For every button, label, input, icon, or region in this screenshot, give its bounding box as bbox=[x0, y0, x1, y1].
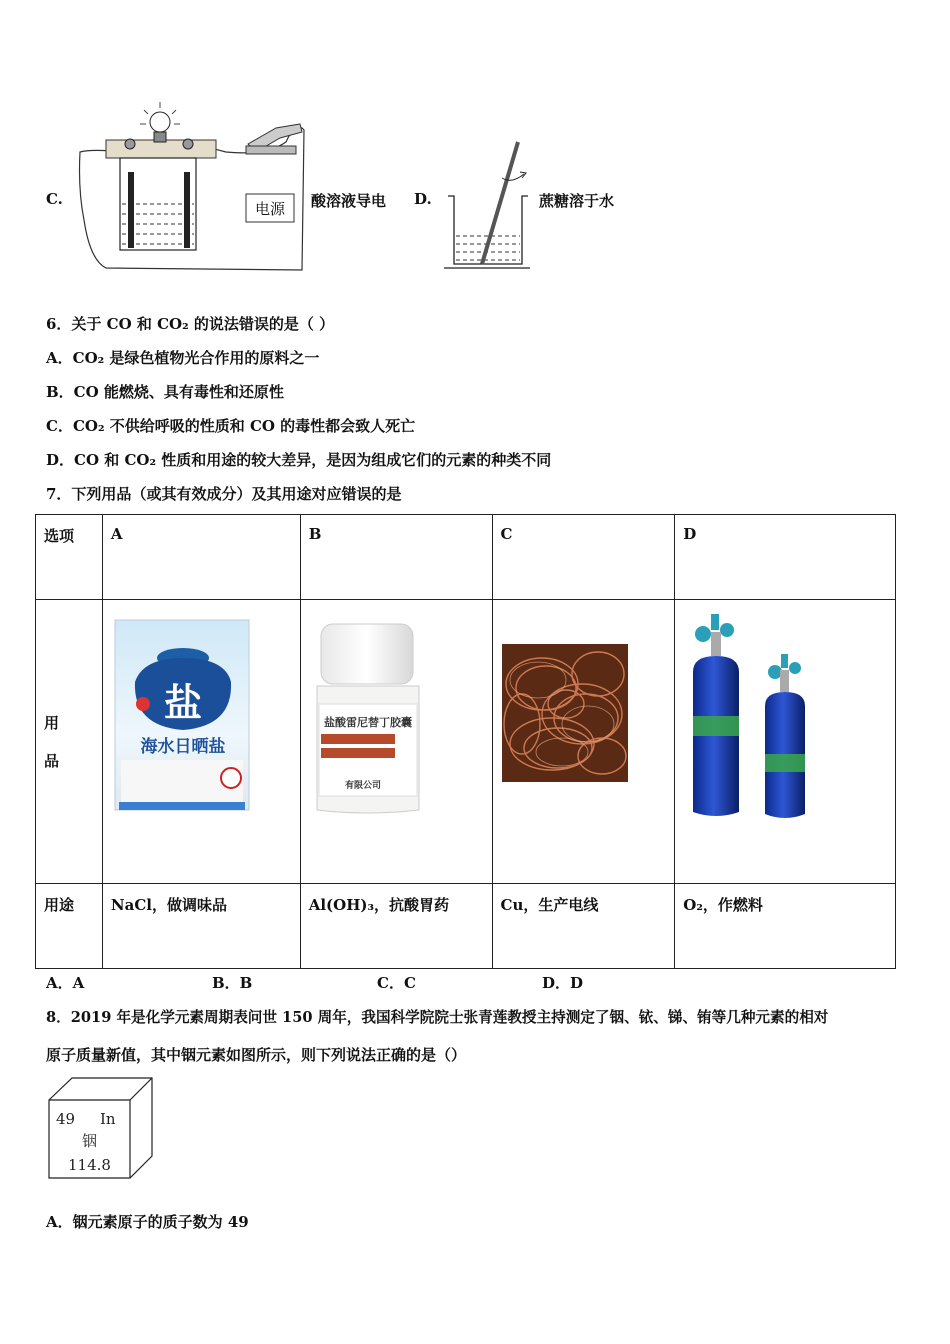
q7-choice-d: D．D bbox=[542, 974, 584, 992]
q6-option-c: C．CO₂ 不供给呼吸的性质和 CO 的毒性都会致人死亡 bbox=[46, 417, 416, 435]
q7-choice-a: A．A bbox=[46, 974, 85, 992]
use-cell: Al(OH)₃，抗酸胃药 bbox=[300, 884, 492, 969]
salt-bag-image bbox=[113, 618, 251, 812]
medicine-image-cell bbox=[300, 600, 492, 884]
q7-choice-c: C．C bbox=[377, 974, 416, 992]
header-cell: C bbox=[492, 515, 675, 600]
q7-table bbox=[35, 514, 896, 969]
q6-stem: 6．关于 CO 和 CO₂ 的说法错误的是（ ） bbox=[46, 315, 335, 333]
element-symbol: In bbox=[100, 1110, 116, 1128]
oxygen-cylinders-image bbox=[689, 608, 839, 828]
element-number: 49 bbox=[56, 1110, 76, 1128]
medicine-bottle-image bbox=[313, 622, 423, 816]
header-cell: 选项 bbox=[36, 515, 103, 600]
use-cell: O₂，作燃料 bbox=[675, 884, 896, 969]
q6-option-b: B．CO 能燃烧、具有毒性和还原性 bbox=[46, 383, 284, 401]
option-c-label: C. bbox=[46, 190, 63, 208]
header-cell: A bbox=[102, 515, 300, 600]
q7-stem: 7．下列用品（或其有效成分）及其用途对应错误的是 bbox=[46, 485, 402, 503]
q6-option-a: A．CO₂ 是绿色植物光合作用的原料之一 bbox=[46, 349, 320, 367]
element-name: 铟 bbox=[82, 1132, 98, 1150]
use-cell: NaCl，做调味品 bbox=[102, 884, 300, 969]
q7-choice-b: B．B bbox=[212, 974, 253, 992]
copper-image-cell bbox=[492, 600, 675, 884]
salt-image-cell bbox=[102, 600, 300, 884]
salt-brand-text: 盐 bbox=[163, 680, 202, 725]
option-c-text: 酸溶液导电 bbox=[311, 192, 387, 210]
table-header-row bbox=[36, 515, 896, 600]
header-cell: B bbox=[300, 515, 492, 600]
element-cell-indium bbox=[46, 1076, 156, 1180]
q6-option-d: D．CO 和 CO₂ 性质和用途的较大差异，是因为组成它们的元素的种类不同 bbox=[46, 451, 552, 469]
oxygen-image-cell bbox=[675, 600, 896, 884]
row-label-items: 用 品 bbox=[36, 600, 103, 884]
header-cell: D bbox=[675, 515, 896, 600]
bottle-company-text: 有限公司 bbox=[344, 781, 381, 791]
q8-option-a: A．铟元素原子的质子数为 49 bbox=[46, 1213, 249, 1231]
q8-stem-line1: 8．2019 年是化学元素周期表问世 150 周年，我国科学院院士张青莲教授主持测定了铟、铱、锑、铕等几种元素的相对 bbox=[46, 1009, 829, 1026]
table-uses-row bbox=[36, 884, 896, 969]
power-supply-label: 电源 bbox=[254, 200, 286, 218]
salt-name-text: 海水日晒盐 bbox=[140, 737, 226, 757]
table-image-row bbox=[36, 600, 896, 884]
element-mass: 114.8 bbox=[68, 1156, 111, 1174]
option-d-label: D. bbox=[414, 190, 432, 208]
option-d-text: 蔗糖溶于水 bbox=[539, 192, 615, 210]
copper-wire-image bbox=[502, 644, 628, 782]
q8-stem-line2: 原子质量新值，其中铟元素如图所示，则下列说法正确的是（） bbox=[46, 1046, 467, 1064]
beaker-stirring-diagram bbox=[440, 138, 540, 272]
row-label-uses: 用途 bbox=[36, 884, 103, 969]
conductivity-apparatus-diagram bbox=[76, 100, 308, 272]
bottle-label-text: 盐酸雷尼替丁胶囊 bbox=[323, 716, 412, 729]
use-cell: Cu，生产电线 bbox=[492, 884, 675, 969]
